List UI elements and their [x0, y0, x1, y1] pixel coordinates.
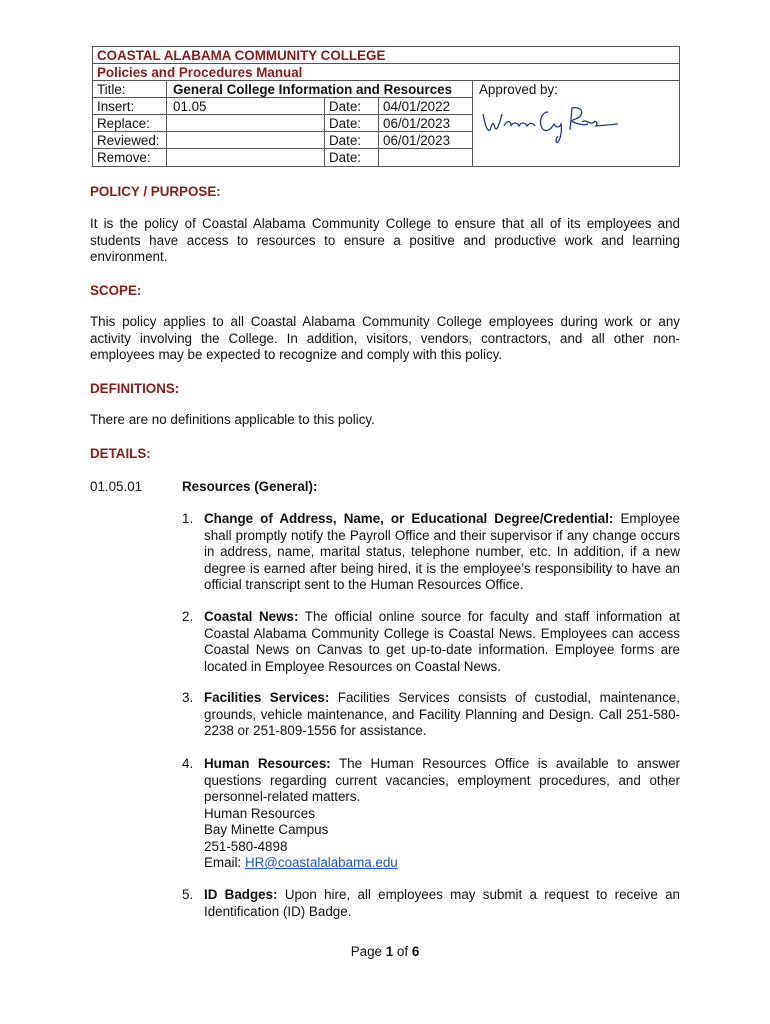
email-label: Email:: [204, 855, 242, 870]
list-item: [182, 690, 680, 740]
insert-date: 04/01/2022: [383, 99, 451, 114]
insert-label: Insert:: [97, 99, 135, 114]
item-body: Employee shall promptly notify the Payroll Office and their supervisor if any change occurs in address, name, marital status, telephone number, etc. In addition, if a new degree is earned after being hired, it is the employee’s responsibility to have an official transcript sent to the Human Resources Office.: [204, 511, 680, 592]
item-lead: Human Resources:: [204, 756, 331, 771]
definitions-text: There are no definitions applicable to this policy.: [90, 412, 375, 427]
item-lead: Facilities Services:: [204, 690, 330, 705]
table-divider: [166, 80, 167, 166]
item-number: 4.: [182, 756, 194, 771]
details-heading: DETAILS:: [90, 446, 151, 461]
hr-contact-phone: 251-580-4898: [204, 838, 288, 854]
reviewed-label: Reviewed:: [97, 133, 160, 148]
title-label: Title:: [97, 82, 126, 97]
item-lead: Change of Address, Name, or Educational Degree/Credential:: [204, 511, 614, 526]
item-body: The official online source for faculty and staff information at Coastal Alabama Community College is Coastal News. Employees can access Coastal News on Canvas to get up-to-date information. Employee forms are located in Employee Resources on Coastal News.: [204, 609, 681, 674]
list-item: [182, 756, 680, 872]
purpose-heading: POLICY / PURPOSE:: [90, 184, 221, 199]
of-word: of: [396, 944, 409, 959]
item-number: 2.: [182, 609, 194, 624]
page-footer: [0, 943, 770, 960]
approved-by-label: Approved by:: [479, 82, 558, 97]
insert-value: 01.05: [173, 99, 207, 114]
item-body: Facilities Services consists of custodial, maintenance, grounds, vehicle maintenance, and Facility Planning and Design. Call 251-580-2238 or 251-809-1556 for assistance.: [204, 690, 680, 738]
hr-contact-campus: Bay Minette Campus: [204, 822, 329, 837]
scope-text: This policy applies to all Coastal Alabama Community College employees during work or any activity involving the College. In addition, visitors, vendors, contractors, and all other non-employees may be expected to recognize and comply with this policy.: [90, 314, 680, 362]
table-divider: [324, 97, 325, 166]
page-word: Page: [350, 944, 382, 959]
hr-contact-email-line: [204, 855, 680, 872]
page-total: 6: [411, 944, 420, 959]
hr-email-link[interactable]: HR@coastalalabama.edu: [244, 855, 398, 870]
item-lead: ID Badges:: [204, 887, 278, 902]
item-body: The Human Resources Office is available to answer questions regarding current vacancies, employment procedures, and other personnel-related matters.: [204, 756, 680, 804]
college-name: COASTAL ALABAMA COMMUNITY COLLEGE: [97, 48, 386, 63]
reviewed-date-label: Date:: [329, 133, 362, 148]
purpose-text: It is the policy of Coastal Alabama Community College to ensure that all of its employees and students have access to resources to ensure a positive and productive work and learning environment.: [90, 216, 680, 264]
remove-label: Remove:: [97, 150, 151, 165]
list-item: [182, 609, 680, 675]
scope-heading: SCOPE:: [90, 283, 142, 298]
item-number: 1.: [182, 511, 194, 526]
policy-title: General College Information and Resources: [173, 82, 453, 97]
insert-date-label: Date:: [329, 99, 362, 114]
hr-contact-name: Human Resources: [204, 805, 315, 821]
item-lead: Coastal News:: [204, 609, 299, 624]
replace-label: Replace:: [97, 116, 150, 131]
replace-date: 06/01/2023: [383, 116, 451, 131]
item-body: Upon hire, all employees may submit a request to receive an Identification (ID) Badge.: [204, 887, 680, 919]
list-item: [182, 511, 680, 594]
item-number: 5.: [182, 887, 194, 902]
list-item: [182, 887, 680, 920]
details-number: 01.05.01: [90, 479, 143, 494]
page-number: 1: [385, 944, 394, 959]
remove-date-label: Date:: [329, 150, 362, 165]
item-number: 3.: [182, 690, 194, 705]
signature-icon: [478, 100, 628, 146]
manual-name: Policies and Procedures Manual: [97, 65, 303, 80]
reviewed-date: 06/01/2023: [383, 133, 451, 148]
replace-date-label: Date:: [329, 116, 362, 131]
table-divider: [378, 97, 379, 166]
table-divider: [472, 80, 473, 166]
details-subheading: Resources (General):: [182, 479, 318, 494]
definitions-heading: DEFINITIONS:: [90, 381, 180, 396]
